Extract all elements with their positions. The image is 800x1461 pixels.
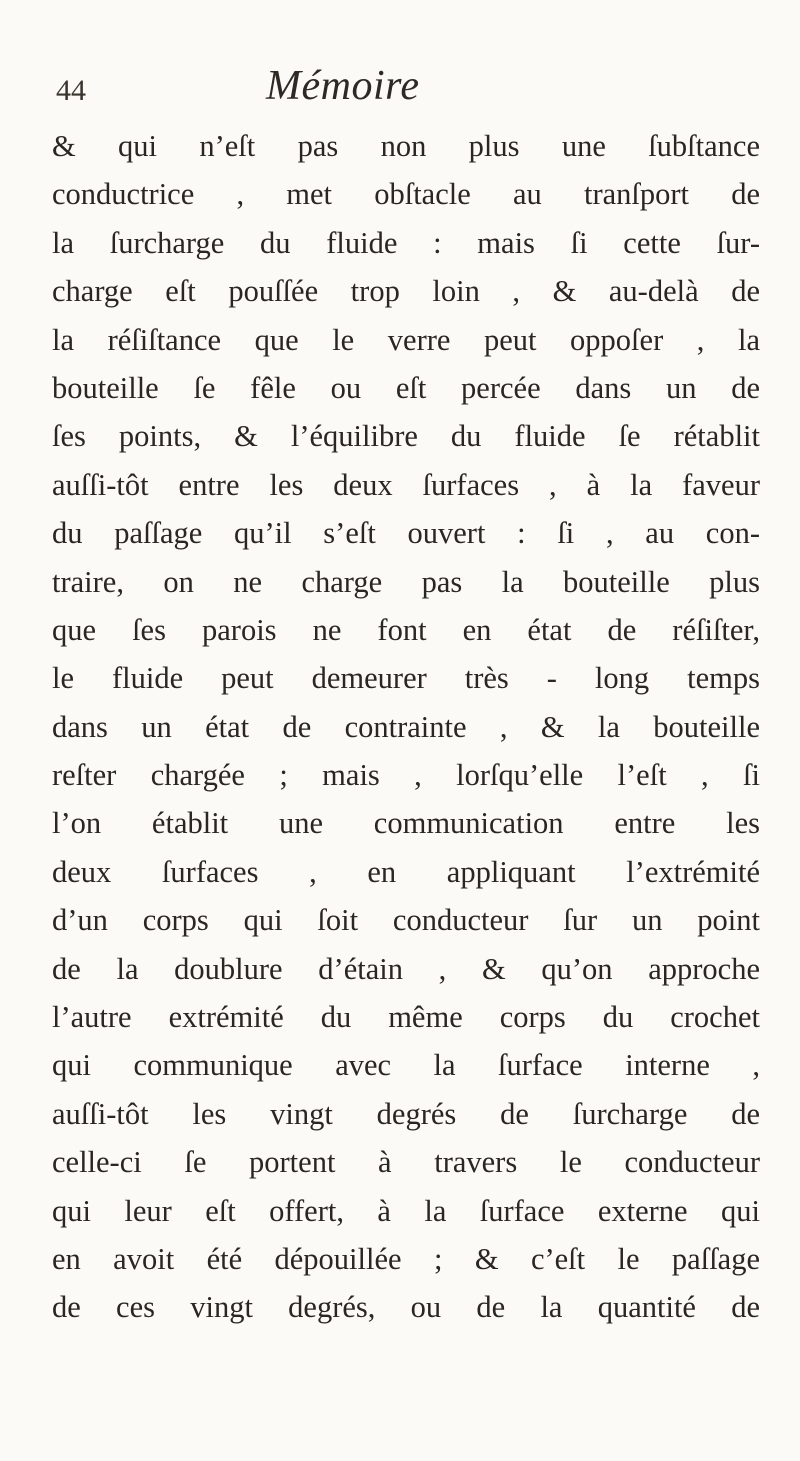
page-number: 44 — [56, 74, 86, 107]
text-line: du paſſage qu’il s’eſt ouvert : ſi , au con- — [52, 516, 760, 551]
text-line: que ſes parois ne font en état de réſiſter, — [52, 612, 760, 647]
page-header — [56, 62, 756, 114]
text-line: qui leur eſt offert, à la ſurface externe qui — [52, 1193, 760, 1228]
text-line: l’on établit une communication entre les — [52, 806, 760, 841]
running-title: Mémoire — [266, 63, 420, 109]
text-line: deux ſurfaces , en appliquant l’extrémité — [52, 854, 760, 889]
text-line: reſter chargée ; mais , lorſqu’elle l’eſt , ſi — [52, 758, 760, 793]
text-line: bouteille ſe fêle ou eſt percée dans un de — [52, 370, 760, 405]
text-line: d’un corps qui ſoit conducteur ſur un point — [52, 903, 760, 938]
text-line: en avoit été dépouillée ; & c’eſt le paſſage — [52, 1241, 760, 1276]
text-line: dans un état de contrainte , & la bouteille — [52, 709, 760, 744]
text-line: celle-ci ſe portent à travers le conducteur — [52, 1145, 760, 1180]
text-line: l’autre extrémité du même corps du crochet — [52, 1000, 760, 1035]
text-line: auſſi-tôt les vingt degrés de ſurcharge de — [52, 1096, 760, 1131]
text-line: conductrice , met obſtacle au tranſport de — [52, 177, 760, 212]
text-line: la réſiſtance que le verre peut oppoſer , la — [52, 322, 760, 357]
text-line: & qui n’eſt pas non plus une ſubſtance — [52, 129, 760, 163]
text-line: de la doublure d’étain , & qu’on approche — [52, 951, 760, 986]
text-line: la ſurcharge du fluide : mais ſi cette ſur- — [52, 225, 760, 260]
text-line: charge eſt pouſſée trop loin , & au-delà de — [52, 274, 760, 309]
text-line: ſes points, & l’équilibre du fluide ſe rétablit — [52, 419, 760, 454]
text-line: le fluide peut demeurer très - long temps — [52, 661, 760, 696]
body-text — [52, 122, 760, 1332]
text-line: de ces vingt degrés, ou de la quantité de — [52, 1290, 760, 1325]
text-line: auſſi-tôt entre les deux ſurfaces , à la faveur — [52, 467, 760, 502]
text-line: qui communique avec la ſurface interne , — [52, 1048, 760, 1083]
text-line: traire, on ne charge pas la bouteille plus — [52, 564, 760, 599]
